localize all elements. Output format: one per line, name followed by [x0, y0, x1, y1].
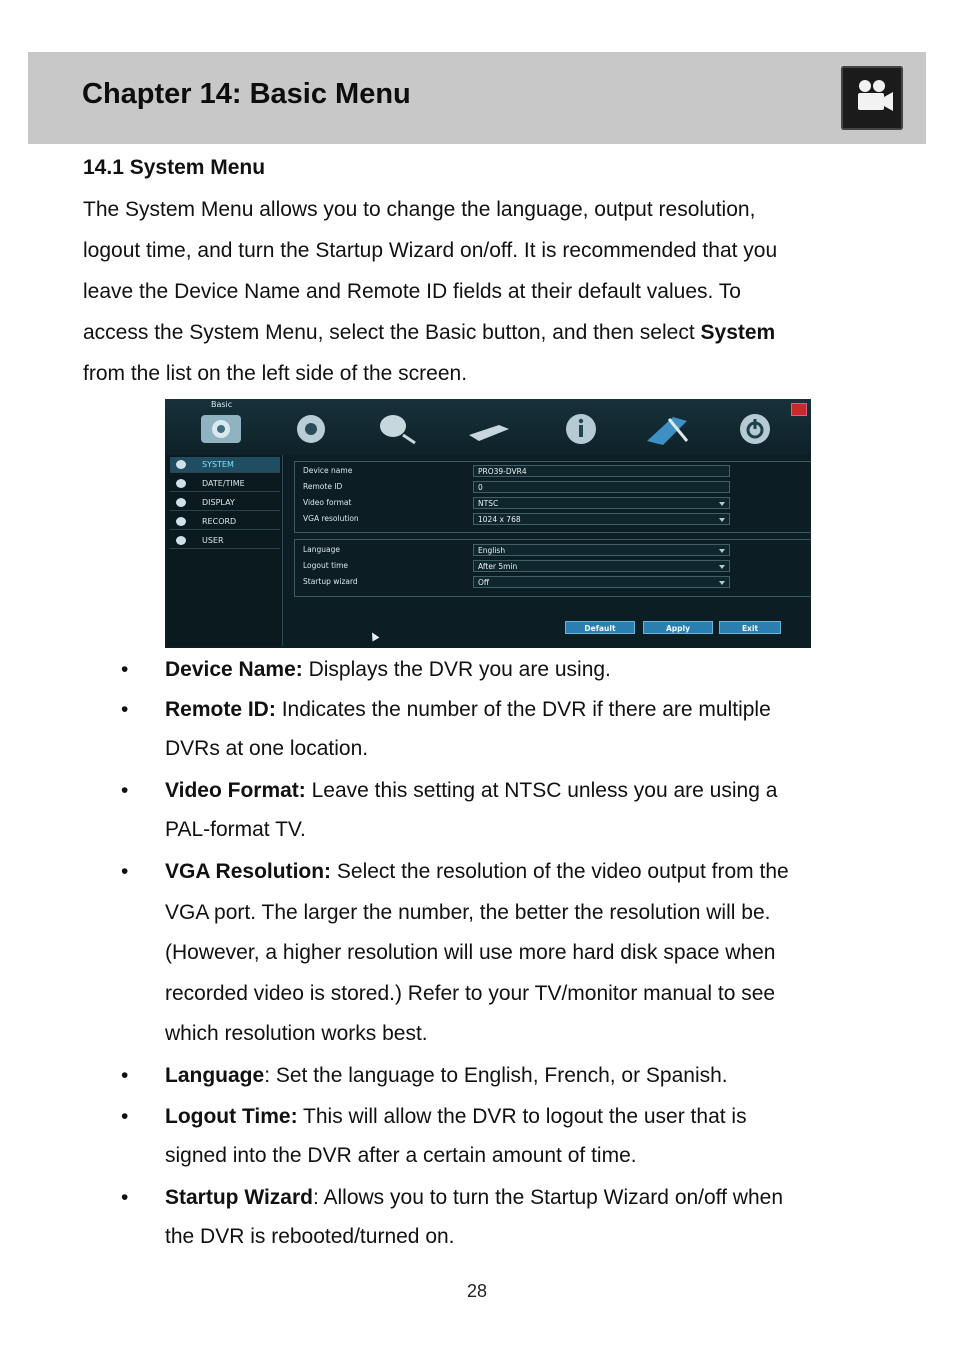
bullet-term: Language [165, 1064, 265, 1087]
list-item [121, 690, 875, 768]
video-format-value: NTSC [478, 499, 499, 508]
sidebar-item-system[interactable] [170, 457, 280, 473]
gear-icon [176, 460, 186, 469]
dvr-menu-screenshot [165, 399, 811, 648]
bullet-text: Select the resolution of the video output from the [331, 860, 789, 883]
list-item [121, 650, 875, 689]
intro-paragraph [83, 189, 883, 394]
bullet-marker: • [121, 860, 129, 883]
page-number: 28 [466, 1281, 488, 1301]
intro-line: logout time, and turn the Startup Wizard on/off. It is recommended that you [83, 239, 778, 262]
list-item [121, 1056, 875, 1095]
bullet-marker: • [121, 779, 129, 802]
bullet-line [165, 852, 875, 893]
chevron-down-icon [719, 518, 725, 522]
dvr-sidebar [167, 455, 283, 646]
dvr-window-title: Basic [211, 400, 233, 409]
bullet-term: Startup Wizard [165, 1186, 313, 1209]
sidebar-item-label: USER [202, 536, 224, 545]
sidebar-item-label: DATE/TIME [202, 479, 245, 488]
field-label-startup-wizard: Startup wizard [303, 577, 358, 586]
logout-time-select[interactable] [473, 560, 730, 572]
chevron-down-icon [719, 502, 725, 506]
bullet-text: This will allow the DVR to logout the user that is [297, 1105, 747, 1128]
bullet-line [165, 1097, 875, 1136]
field-label-language: Language [303, 545, 341, 554]
sidebar-item-date-time[interactable] [170, 476, 280, 492]
bullet-marker: • [121, 658, 129, 681]
intro-bold-system: System [700, 321, 776, 344]
list-item [121, 1178, 875, 1256]
video-camera-icon [841, 66, 903, 130]
record-icon [176, 517, 186, 526]
bullet-marker: • [121, 1186, 129, 1209]
language-select[interactable] [473, 544, 730, 556]
monitor-icon [176, 498, 186, 507]
network-tools-icon[interactable] [643, 411, 691, 447]
device-name-value: PRO39-DVR4 [478, 467, 527, 476]
bullet-marker: • [121, 1064, 129, 1087]
search-icon[interactable] [373, 411, 421, 447]
section-title: 14.1 System Menu [83, 156, 266, 179]
sidebar-item-label: SYSTEM [202, 460, 234, 469]
chapter-title: Chapter 14: Basic Menu [82, 78, 411, 110]
vga-resolution-value: 1024 x 768 [478, 515, 521, 524]
bullet-line: (However, a higher resolution will use more hard disk space when [165, 941, 776, 964]
bullet-term: Logout Time: [165, 1105, 298, 1128]
video-format-select[interactable] [473, 497, 730, 509]
list-item [121, 1097, 875, 1175]
bullet-marker: • [121, 698, 129, 721]
bullet-line [165, 1056, 875, 1095]
startup-wizard-value: Off [478, 578, 490, 587]
power-icon[interactable] [731, 411, 779, 447]
field-label-video-format: Video format [303, 498, 352, 507]
bullet-line: PAL-format TV. [165, 818, 306, 841]
field-label-logout-time: Logout time [303, 561, 349, 570]
device-name-field[interactable] [473, 465, 730, 477]
disk-drive-icon[interactable] [463, 411, 511, 447]
clock-icon [176, 479, 186, 488]
remote-id-value: 0 [478, 483, 483, 492]
bullet-line [165, 690, 875, 729]
bullet-text: Leave this setting at NTSC unless you are using a [305, 779, 778, 802]
vga-resolution-select[interactable] [473, 513, 730, 525]
basic-settings-icon[interactable] [197, 411, 245, 447]
exit-button[interactable]: Exit [719, 621, 781, 634]
close-icon[interactable] [791, 403, 807, 416]
sidebar-item-label: RECORD [202, 517, 237, 526]
bullet-line: the DVR is rebooted/turned on. [165, 1225, 455, 1248]
info-icon[interactable] [557, 411, 605, 447]
chevron-down-icon [719, 581, 725, 585]
intro-line: from the list on the left side of the screen. [83, 362, 468, 385]
bullet-term: Remote ID: [165, 698, 276, 721]
bullet-line: VGA port. The larger the number, the better the resolution will be. [165, 900, 771, 924]
intro-text: access the System Menu, select the Basic button, and then select [83, 321, 701, 344]
bullet-term: Video Format: [165, 779, 306, 802]
chevron-down-icon [719, 549, 725, 553]
sidebar-item-display[interactable] [170, 495, 280, 511]
sidebar-item-user[interactable] [170, 533, 280, 549]
intro-line: leave the Device Name and Remote ID fields at their default values. To [83, 280, 741, 303]
list-item [121, 771, 875, 849]
bullet-text: : Allows you to turn the Startup Wizard on/off when [312, 1186, 784, 1209]
bullet-line [165, 771, 875, 810]
bullet-marker: • [121, 1105, 129, 1128]
field-label-remote-id: Remote ID [303, 482, 343, 491]
remote-id-field[interactable] [473, 481, 730, 493]
bullet-line [165, 1178, 875, 1217]
mouse-cursor-icon [369, 631, 380, 642]
startup-wizard-select[interactable] [473, 576, 730, 588]
chapter-header [28, 52, 926, 144]
bullet-line: signed into the DVR after a certain amount of time. [165, 1144, 637, 1167]
bullet-line: recorded video is stored.) Refer to your TV/monitor manual to see [165, 981, 776, 1005]
bullet-text: : Set the language to English, French, or Spanish. [264, 1064, 728, 1087]
bullet-line [165, 650, 875, 689]
bullet-term: Device Name: [165, 658, 303, 681]
bullet-text: Indicates the number of the DVR if there are multiple [275, 698, 771, 721]
sidebar-item-record[interactable] [170, 514, 280, 530]
list-item [121, 852, 875, 1055]
bullet-line: DVRs at one location. [165, 737, 369, 760]
field-label-device-name: Device name [303, 466, 353, 475]
logout-time-value: After 5min [478, 562, 518, 571]
intro-line [83, 312, 883, 353]
chevron-down-icon [719, 565, 725, 569]
field-label-vga-resolution: VGA resolution [303, 514, 359, 523]
bullet-line: which resolution works best. [165, 1022, 428, 1045]
bullet-text: Displays the DVR you are using. [302, 658, 611, 681]
apply-button[interactable]: Apply [643, 621, 713, 634]
default-button[interactable]: Default [565, 621, 635, 634]
intro-line: The System Menu allows you to change the language, output resolution, [83, 198, 756, 221]
gear-icon[interactable] [287, 411, 335, 447]
bullet-term: VGA Resolution: [165, 860, 332, 883]
sidebar-item-label: DISPLAY [202, 498, 235, 507]
language-value: English [478, 546, 506, 555]
user-icon [176, 536, 186, 545]
